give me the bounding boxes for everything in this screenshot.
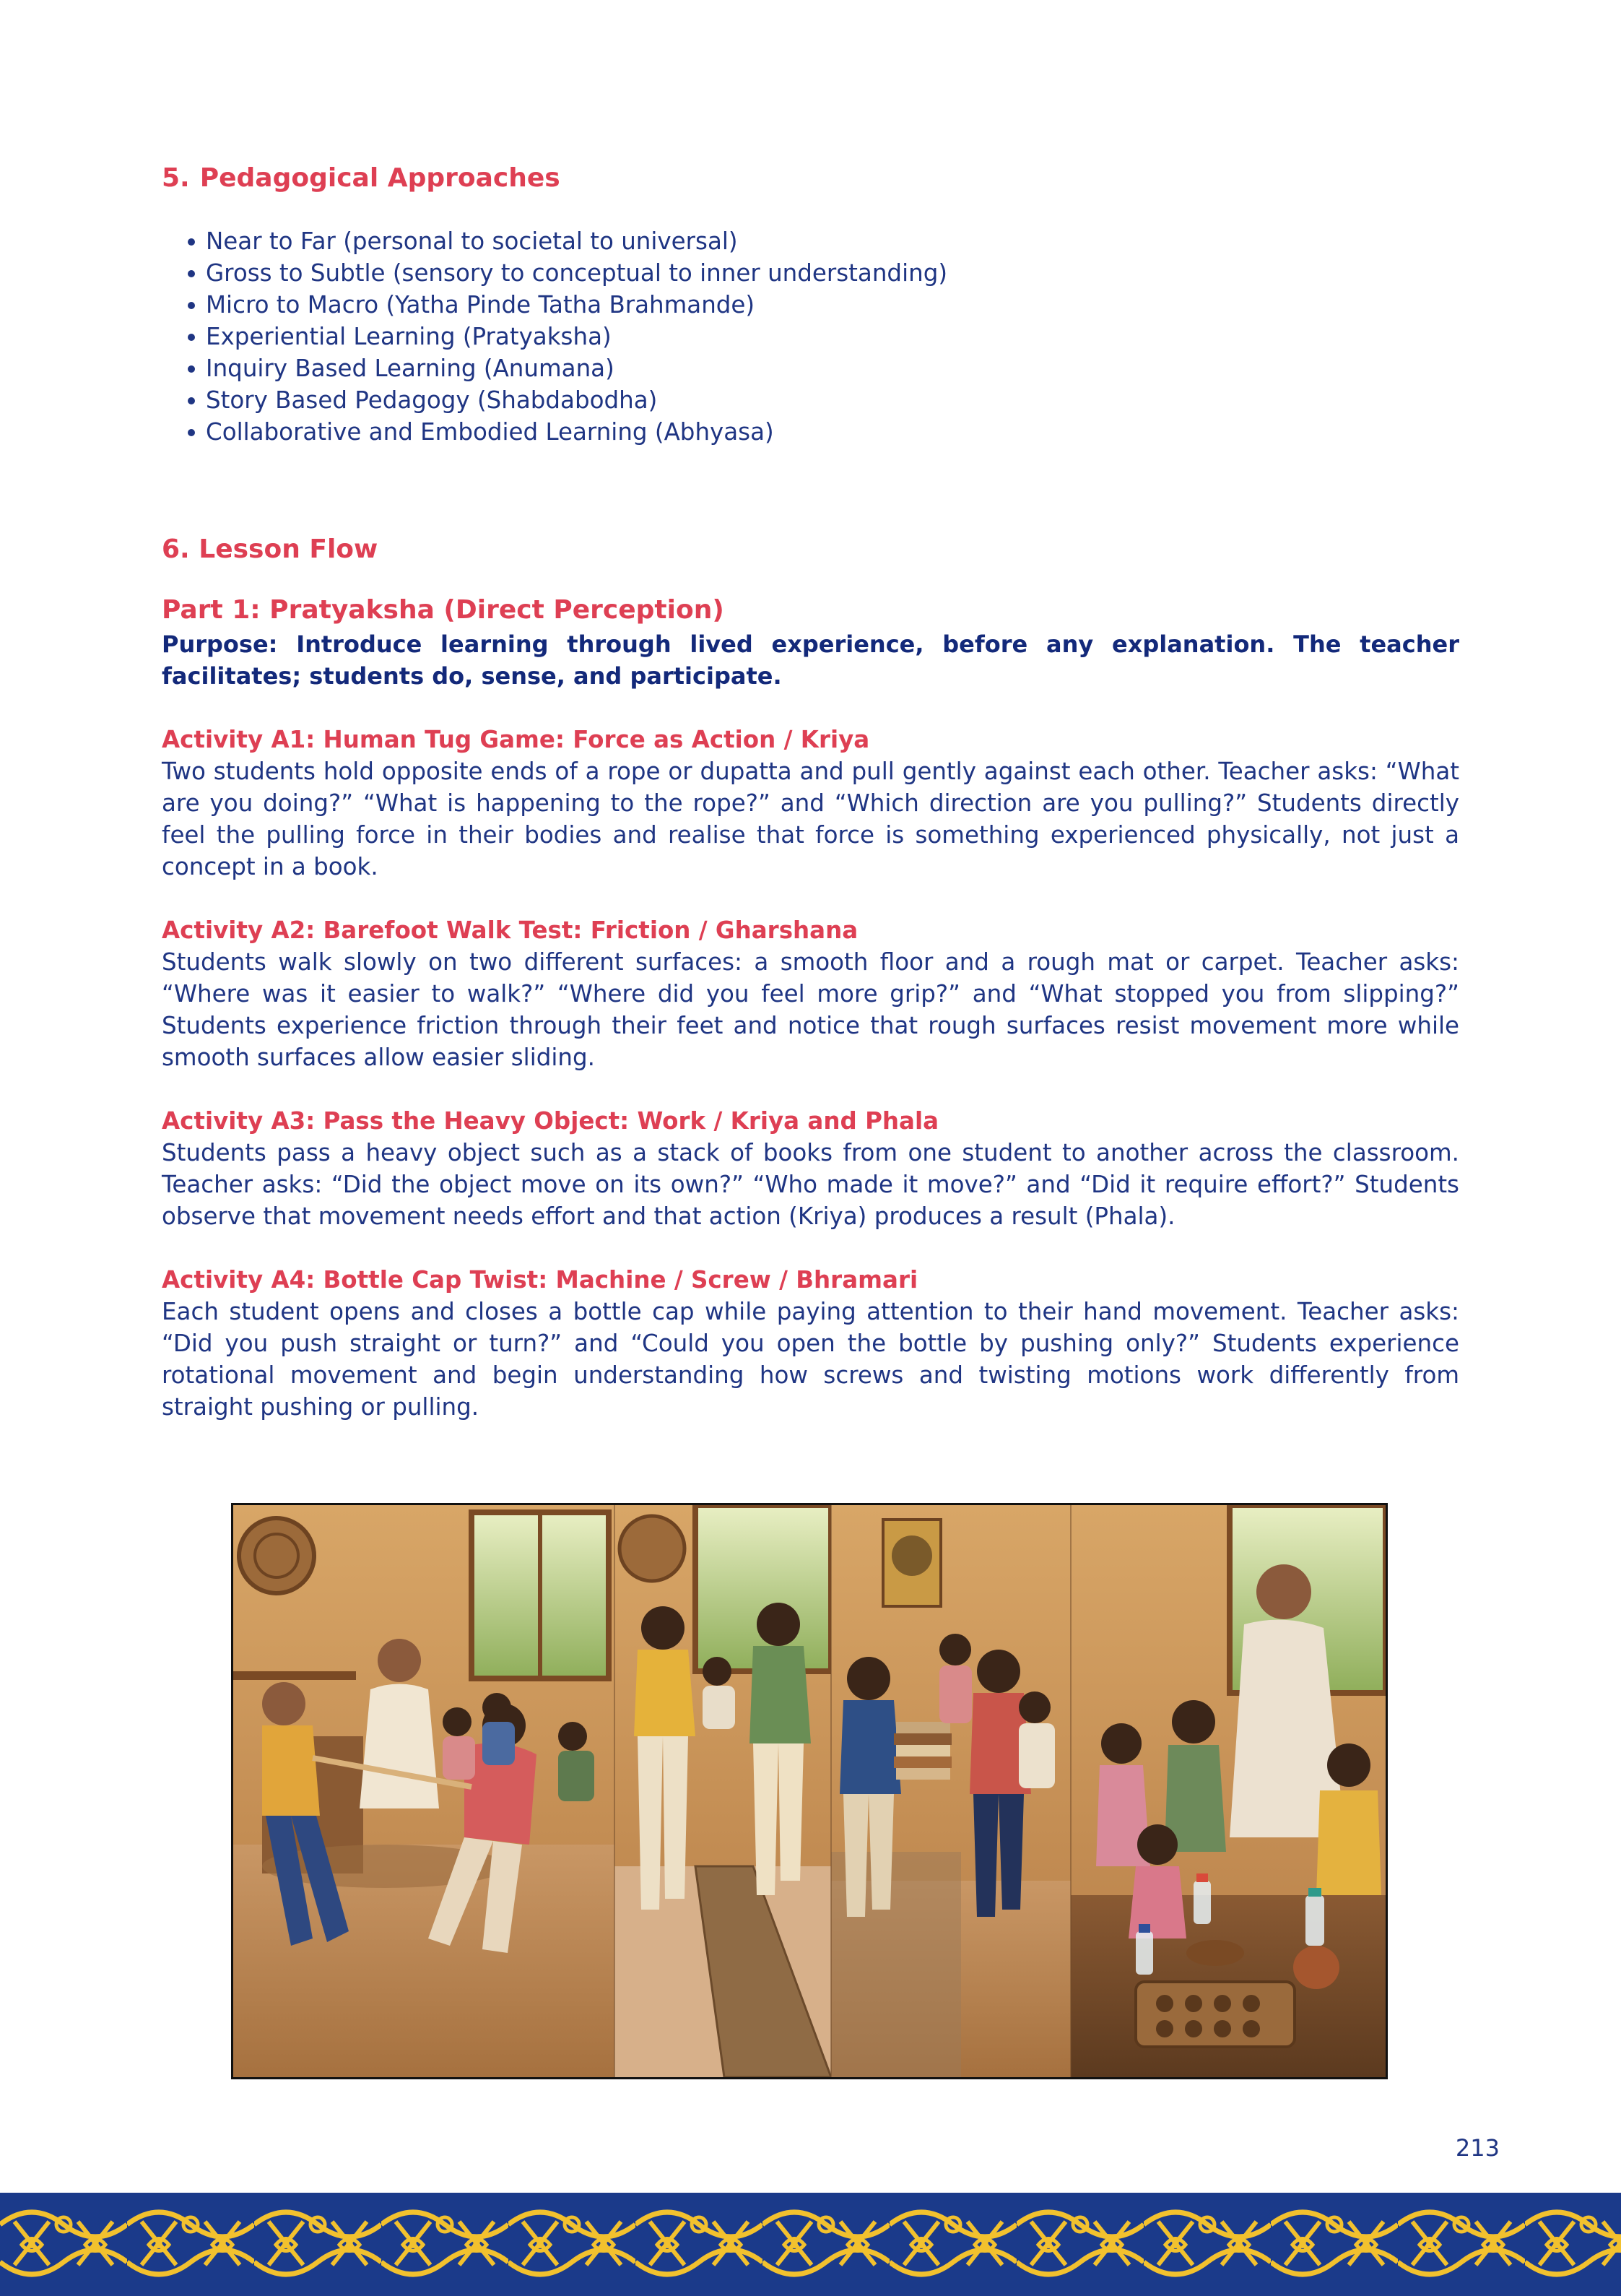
activity-a2 [162, 914, 1459, 1073]
section-5-title: Pedagogical Approaches [199, 163, 560, 193]
section-6-heading: 6. Lesson Flow [162, 534, 378, 564]
activity-a3 [162, 1105, 1459, 1232]
section-5-heading [162, 160, 1459, 196]
barefoot-walk-panel [614, 1505, 831, 2077]
activity-a2-title: Activity A2: Barefoot Walk Test: Friction / Gharshana [162, 917, 859, 944]
list-item: Micro to Macro (Yatha Pinde Tatha Brahmande) [162, 289, 1459, 321]
list-item: Experiential Learning (Pratyaksha) [162, 321, 1459, 352]
part-1-heading: Part 1: Pratyaksha (Direct Perception) [162, 595, 724, 625]
activity-a2-body: Students walk slowly on two different surfaces: a smooth floor and a rough mat or carpet. Teacher asks: “Where was it easier to walk?” “Where did you feel more grip?” and “What stopped you from slipping?” Students experience friction through their feet and notice that rough surfaces resist movement more while smooth surfaces allow easier sliding. [162, 948, 1459, 1071]
list-item: Story Based Pedagogy (Shabdabodha) [162, 384, 1459, 416]
part-1-purpose: Purpose: Introduce learning through lived experience, before any explanation. The teacher facilitates; students do, sense, and participate. [162, 631, 1459, 690]
footer-decorative-band [0, 2193, 1621, 2296]
activity-a4-title: Activity A4: Bottle Cap Twist: Machine / Screw / Bhramari [162, 1266, 918, 1294]
activity-a3-body: Students pass a heavy object such as a stack of books from one student to another across the classroom. Teacher asks: “Did the object move on its own?” “Who made it move?” and “Did it require effort?” Students observe that movement needs effort and that action (Kriya) produces a result (Phala). [162, 1139, 1459, 1230]
classroom-activities-photo [231, 1503, 1388, 2079]
list-item: Inquiry Based Learning (Anumana) [162, 352, 1459, 384]
activity-a4-body: Each student opens and closes a bottle cap while paying attention to their hand movement. Teacher asks: “Did you push straight or turn?” and “Could you open the bottle by pushing only?” Students experience rotational movement and begin understanding how screws and twisting motions work differently from straight pushing or pulling. [162, 1298, 1459, 1421]
page-content [162, 160, 1459, 1423]
activity-a1 [162, 724, 1459, 883]
list-item: Near to Far (personal to societal to universal) [162, 225, 1459, 257]
activity-a1-title: Activity A1: Human Tug Game: Force as Action / Kriya [162, 726, 870, 753]
tug-game-panel [233, 1505, 614, 2077]
footer-pattern-icon [0, 2193, 1621, 2296]
pedagogical-approaches-list [162, 225, 1459, 448]
classroom-activities-illustration [233, 1505, 1386, 2077]
bottle-cap-twist-panel [1071, 1505, 1386, 2077]
activity-a3-title: Activity A3: Pass the Heavy Object: Work / Kriya and Phala [162, 1107, 939, 1135]
activity-a4 [162, 1264, 1459, 1423]
list-item: Collaborative and Embodied Learning (Abhyasa) [162, 416, 1459, 448]
activity-a1-body: Two students hold opposite ends of a rope or dupatta and pull gently against each other. Teacher asks: “What are you doing?” “What is happening to the rope?” and “Which direction are you pulling?” Students directly feel the pulling force in their bodies and realise that force is something experienced physically, not just a concept in a book. [162, 758, 1459, 880]
section-5-number: 5. [162, 163, 190, 193]
pass-heavy-object-panel [831, 1505, 1071, 2077]
page-number: 213 [1455, 2134, 1500, 2162]
list-item: Gross to Subtle (sensory to conceptual to inner understanding) [162, 257, 1459, 289]
